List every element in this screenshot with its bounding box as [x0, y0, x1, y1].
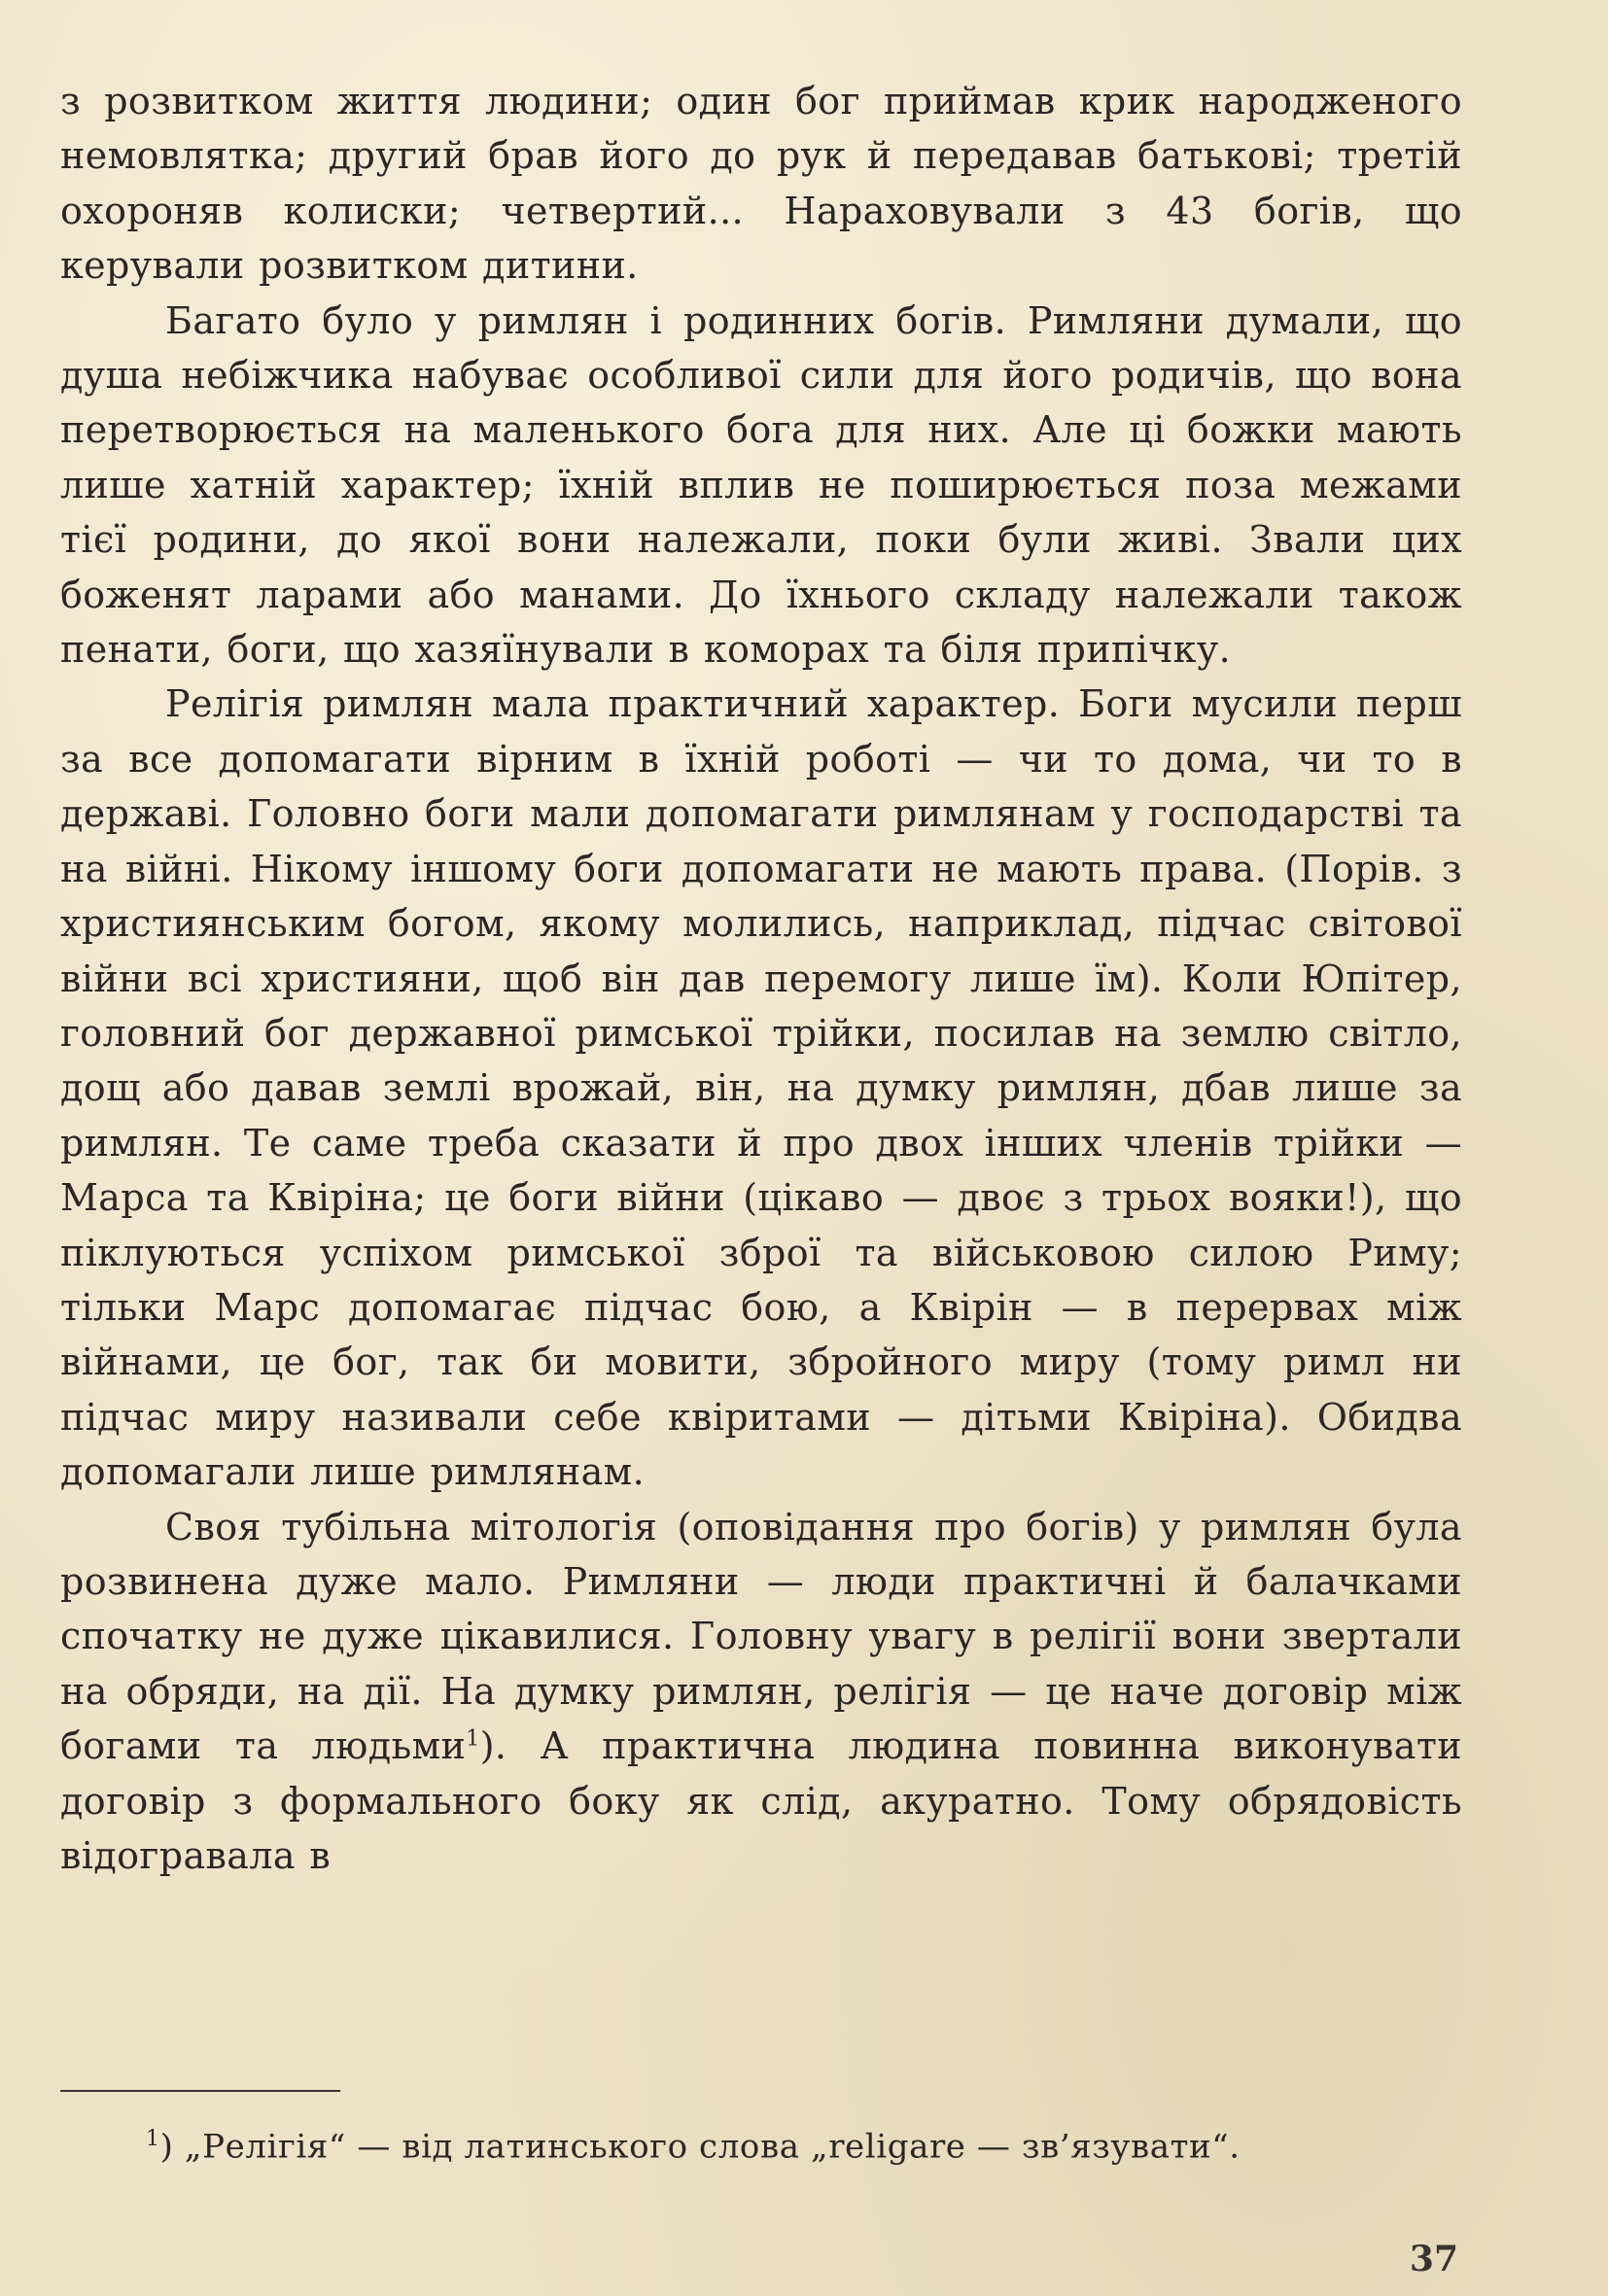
footnote-divider — [60, 2090, 340, 2092]
page-number: 37 — [1409, 2239, 1458, 2279]
footnote-text: „Релігія“ — від латинського слова „religare — зв’язувати“. — [184, 2127, 1241, 2167]
footnote-mark: 1 — [146, 2127, 160, 2151]
paragraph-1: з розвитком життя людини; один бог приймав крик народженого немовлятка; другий брав його до рук й передавав батькові; третій охороняв колиски; четвертий... Нараховували з 43 богів, що керували розвитком дитини. — [60, 80, 1462, 288]
paragraph-3: Релігія римлян мала практичний характер. Боги мусили перш за все допомагати вірним в їхній роботі — чи то дома, чи то в державі. Головно боги мали допомагати римлянам у господарстві та на війні. Нікому іншому боги допомагати не мають права. (Порів. з християнським богом, якому молились, наприклад, підчас світової війни всі християни, щоб він дав перемогу лише їм). Коли Юпітер, головний бог державної римської трійки, посилав на землю світло, дощ або давав землі врожай, він, на думку римлян, дбав лише за римлян. Те саме треба сказати й про двох інших членів трійки — Марса та Квіріна; це боги війни (цікаво — двоє з трьох вояки!), що піклуються успіхом римської зброї та військовою силою Риму; тільки Марс допомагає підчас бою, а Квірін — в перервах між війнами, це бог, так би мовити, збройного миру (тому римл ни підчас миру називали себе квіритами — дітьми Квіріна). Обидва допомагали лише римлянам. — [60, 682, 1462, 1494]
body-text — [60, 74, 1462, 1883]
paragraph-4-text-before: Своя тубільна мітологія (оповідання про богів) у римлян була розвинена дуже мало. Римляни — люди практичні й балачками спочатку не дуже цікавилися. Головну увагу в релігії вони звертали на обряди, на дії. На думку римлян, релігія — це наче договір між богами та людьми — [60, 1505, 1462, 1768]
footnote-mark-suffix: ) — [159, 2127, 174, 2167]
paragraph-4-text-after: ). А практична людина повинна виконувати договір з формального боку як слід, акуратно. Тому обрядовість відогравала в — [60, 1724, 1462, 1877]
footnote-reference: 1 — [466, 1726, 480, 1752]
paragraph-2: Багато було у римлян і родинних богів. Римляни думали, що душа небіжчика набуває особливої сили для його родичів, що вона перетворюється на маленького бога для них. Але ці божки мають лише хатній характер; їхній вплив не поширюється поза межами тієї родини, до якої вони належали, поки були живі. Звали цих боженят ларами або манами. До їхнього складу належали також пенати, боги, що хазяїнували в коморах та біля припічку. — [60, 298, 1462, 672]
paragraph-4 — [60, 1500, 1462, 1884]
footnote — [146, 2116, 1468, 2170]
